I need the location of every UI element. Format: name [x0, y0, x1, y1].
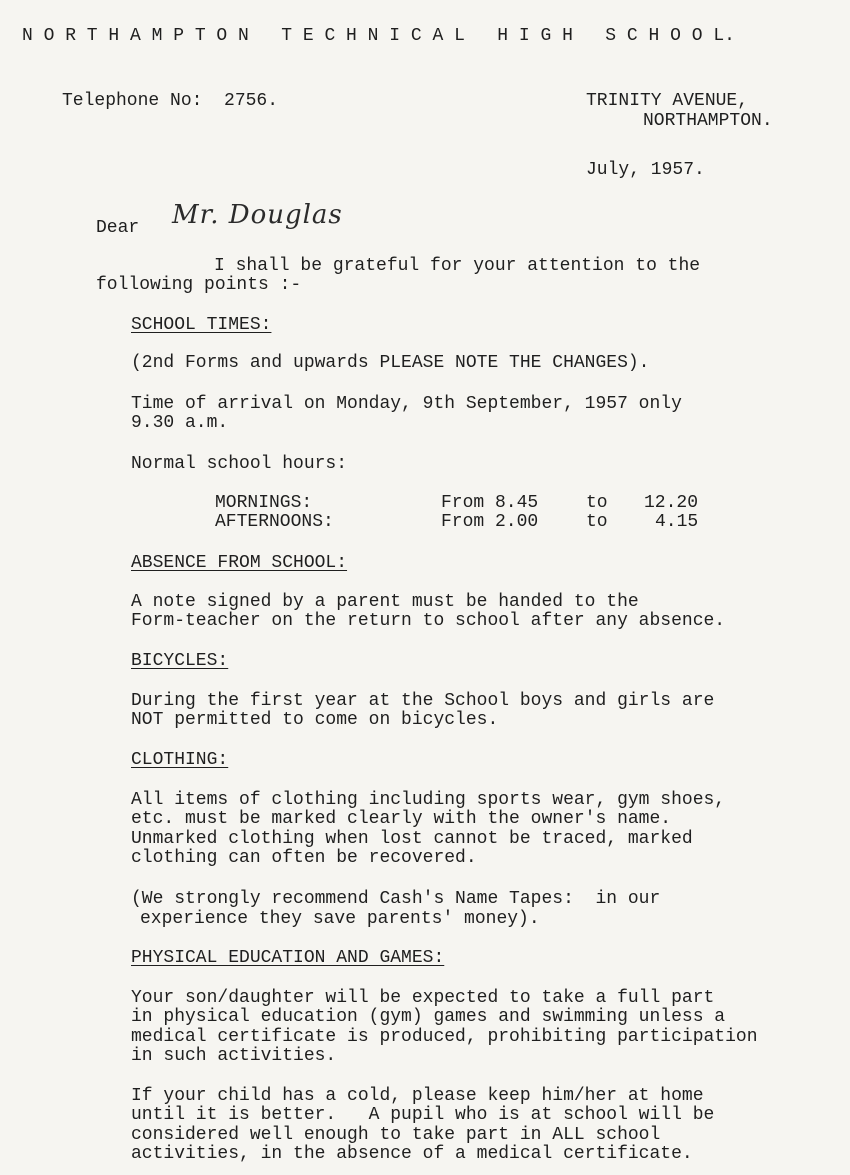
pe-line-3: medical certificate is produced, prohibiting participation: [131, 1027, 758, 1047]
clothing-line-1: All items of clothing including sports wear, gym shoes,: [131, 790, 726, 810]
normal-hours-label: Normal school hours:: [131, 454, 348, 474]
cold-line-2: until it is better. A pupil who is at school will be: [131, 1105, 715, 1125]
school-times-heading: SCHOOL TIMES:: [131, 315, 272, 335]
arrival-line-2: 9.30 a.m.: [131, 413, 229, 433]
name-tapes-line-1: (We strongly recommend Cash's Name Tapes: in our: [131, 889, 661, 909]
hours-row-to: to: [586, 493, 608, 513]
salutation-dear: Dear: [96, 218, 140, 238]
arrival-line-1: Time of arrival on Monday, 9th September, 1957 only: [131, 394, 682, 414]
letter-date: July, 1957.: [586, 160, 705, 180]
cold-line-4: activities, in the absence of a medical certificate.: [131, 1144, 693, 1164]
address-line-2: NORTHAMPTON.: [643, 111, 773, 131]
clothing-heading: CLOTHING:: [131, 750, 229, 770]
absence-heading: ABSENCE FROM SCHOOL:: [131, 553, 348, 573]
pe-line-2: in physical education (gym) games and swimming unless a: [131, 1007, 726, 1027]
intro-line-1: I shall be grateful for your attention to the: [214, 256, 701, 276]
pe-line-1: Your son/daughter will be expected to take a full part: [131, 988, 715, 1008]
absence-line-1: A note signed by a parent must be handed to the: [131, 592, 639, 612]
school-letterhead-title: N O R T H A M P T O N T E C H N I C A L H I G H S C H O O L.: [22, 26, 735, 46]
clothing-line-3: Unmarked clothing when lost cannot be traced, marked: [131, 829, 693, 849]
telephone-number: Telephone No: 2756.: [62, 91, 279, 111]
clothing-line-2: etc. must be marked clearly with the owner's name.: [131, 809, 672, 829]
hours-row-to: to: [586, 512, 608, 532]
hours-row-label: AFTERNOONS:: [215, 512, 334, 532]
intro-line-2: following points :-: [96, 275, 302, 295]
absence-line-2: Form-teacher on the return to school after any absence.: [131, 611, 726, 631]
hours-row-label: MORNINGS:: [215, 493, 313, 513]
handwritten-recipient-name: Mr. Douglas: [172, 200, 343, 230]
pe-line-4: in such activities.: [131, 1046, 337, 1066]
cold-line-1: If your child has a cold, please keep him/her at home: [131, 1086, 704, 1106]
physical-education-heading: PHYSICAL EDUCATION AND GAMES:: [131, 948, 445, 968]
hours-row-from: From 2.00: [441, 512, 539, 532]
address-line-1: TRINITY AVENUE,: [586, 91, 749, 111]
cold-line-3: considered well enough to take part in ALL school: [131, 1125, 661, 1145]
bicycles-line-1: During the first year at the School boys and girls are: [131, 691, 715, 711]
name-tapes-line-2: experience they save parents' money).: [140, 909, 540, 929]
school-times-note: (2nd Forms and upwards PLEASE NOTE THE CHANGES).: [131, 353, 650, 373]
hours-row-from: From 8.45: [441, 493, 539, 513]
bicycles-heading: BICYCLES:: [131, 651, 229, 671]
bicycles-line-2: NOT permitted to come on bicycles.: [131, 710, 499, 730]
hours-row-end: 12.20: [644, 493, 699, 513]
clothing-line-4: clothing can often be recovered.: [131, 848, 477, 868]
hours-row-end: 4.15: [655, 512, 699, 532]
